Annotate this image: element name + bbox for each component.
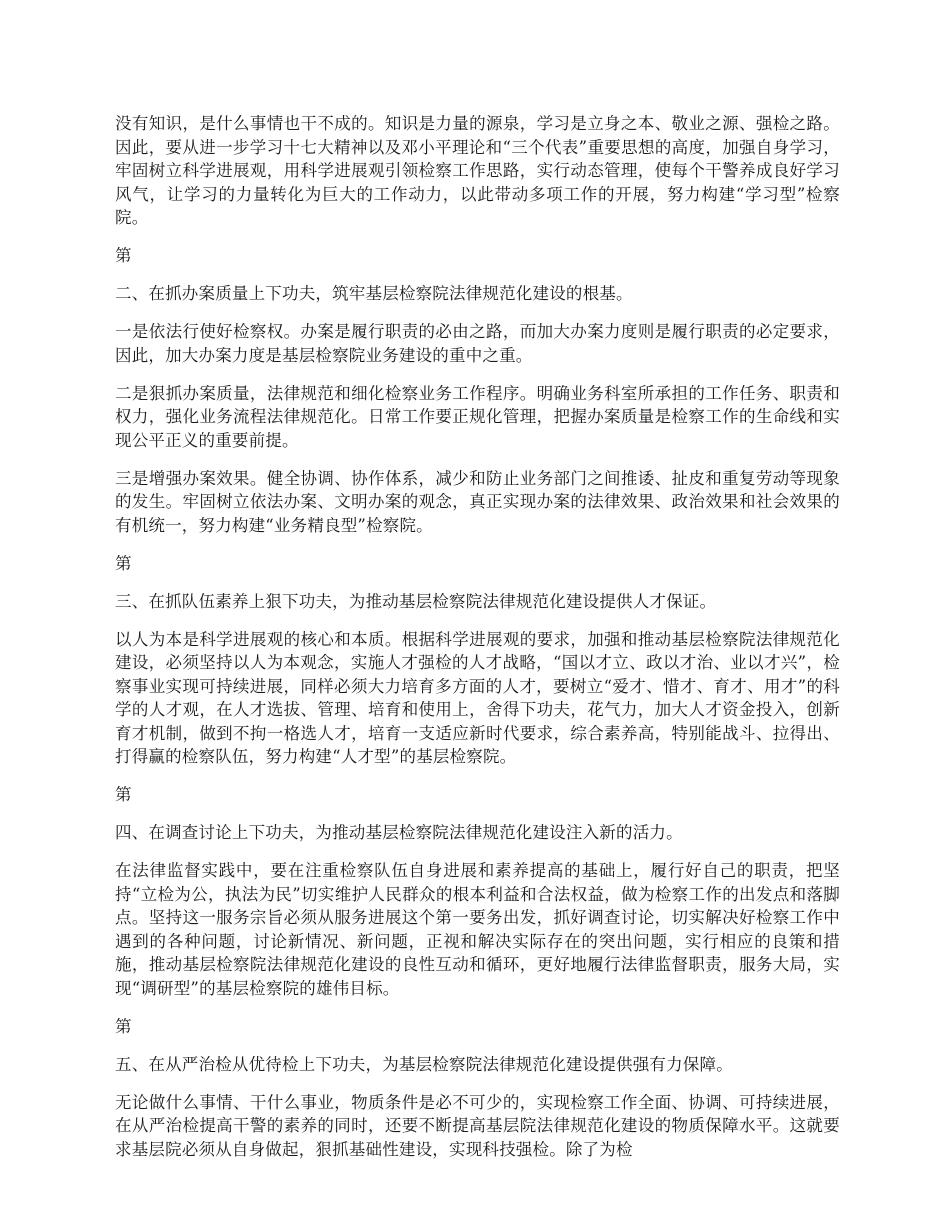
paragraph-3-1: 以人为本是科学进展观的核心和本质。根据科学进展观的要求，加强和推动基层检察院法律规范化建设，必须坚持以人为本观念，实施人才强检的人才战略，“国以才立、政以才治、业以才兴”，检察事业实现可持续进展，同样必须大力培育多方面的人才，要树立“爱才、惜才、育才、用才”的科学的人才观，在人才选拔、管理、培育和使用上，舍得下功夫，花气力，加大人才资金投入，创新育才机制，做到不拘一格选人才，培育一支适应新时代要求，综合素养高，特别能战斗、拉得出、打得赢的检察队伍，努力构建“人才型”的基层检察院。: [115, 629, 840, 766]
section-heading-3: 三、在抓队伍素养上狠下功夫，为推动基层检察院法律规范化建设提供人才保证。: [115, 591, 717, 611]
document-body: [115, 112, 840, 1176]
paragraph-2-2: 二是狠抓办案质量，法律规范和细化检察业务工作程序。明确业务科室所承担的工作任务、职责和权力，强化业务流程法律规范化。日常工作要正规化管理，把握办案质量是检察工作的生命线和实现公平正义的重要前提。: [115, 383, 840, 450]
paragraph-4-1: 在法律监督实践中，要在注重检察队伍自身进展和素养提高的基础上，履行好自己的职责，把坚持“立检为公，执法为民”切实维护人民群众的根本利益和合法权益，做为检察工作的出发点和落脚点。坚持这一服务宗旨必须从服务进展这个第一要务出发，抓好调查讨论，切实解决好检察工作中遇到的各种问题，讨论新情况、新问题，正视和解决实际存在的突出问题，实行相应的良策和措施，推动基层检察院法律规范化建设的良性互动和循环，更好地履行法律监督职责，服务大局，实现“调研型”的基层检察院的雄伟目标。: [115, 861, 840, 998]
paragraph-intro: 没有知识，是什么事情也干不成的。知识是力量的源泉，学习是立身之本、敬业之源、强检之路。因此，要从进一步学习十七大精神以及邓小平理论和“三个代表”重要思想的高度，加强自身学习，牢固树立科学进展观，用科学进展观引领检察工作思路，实行动态管理，使每个干警养成良好学习风气，让学习的力量转化为巨大的工作动力，以此带动多项工作的开展，努力构建“学习型”检察院。: [115, 114, 840, 227]
section-heading-2: 二、在抓办案质量上下功夫，筑牢基层检察院法律规范化建设的根基。: [115, 284, 633, 303]
section-marker: 第: [115, 553, 132, 573]
paragraph-5-1: 无论做什么事情、干什么事业，物质条件是必不可少的，实现检察工作全面、协调、可持续进展，在从严治检提高干警的素养的同时，还要不断提高基层院法律规范化建设的物质保障水平。这就要求基层院必须从自身做起，狠抓基础性建设，实现科技强检。除了为检: [115, 1092, 840, 1159]
section-marker: 第: [115, 785, 132, 804]
section-heading-5: 五、在从严治检从优待检上下功夫，为基层检察院法律规范化建设提供强有力保障。: [115, 1054, 733, 1074]
section-marker: 第: [115, 246, 132, 265]
paragraph-2-3: 三是增强办案效果。健全协调、协作体系，减少和防止业务部门之间推诿、扯皮和重复劳动等现象的发生。牢固树立依法办案、文明办案的观念，真正实现办案的法律效果、政治效果和社会效果的有机统一，努力构建“业务精良型”检察院。: [115, 468, 840, 535]
section-marker: 第: [115, 1016, 132, 1036]
section-heading-4: 四、在调查讨论上下功夫，为推动基层检察院法律规范化建设注入新的活力。: [115, 823, 683, 842]
paragraph-2-1: 一是依法行使好检察权。办案是履行职责的必由之路，而加大办案力度则是履行职责的必定要求，因此，加大办案力度是基层检察院业务建设的重中之重。: [115, 322, 840, 365]
